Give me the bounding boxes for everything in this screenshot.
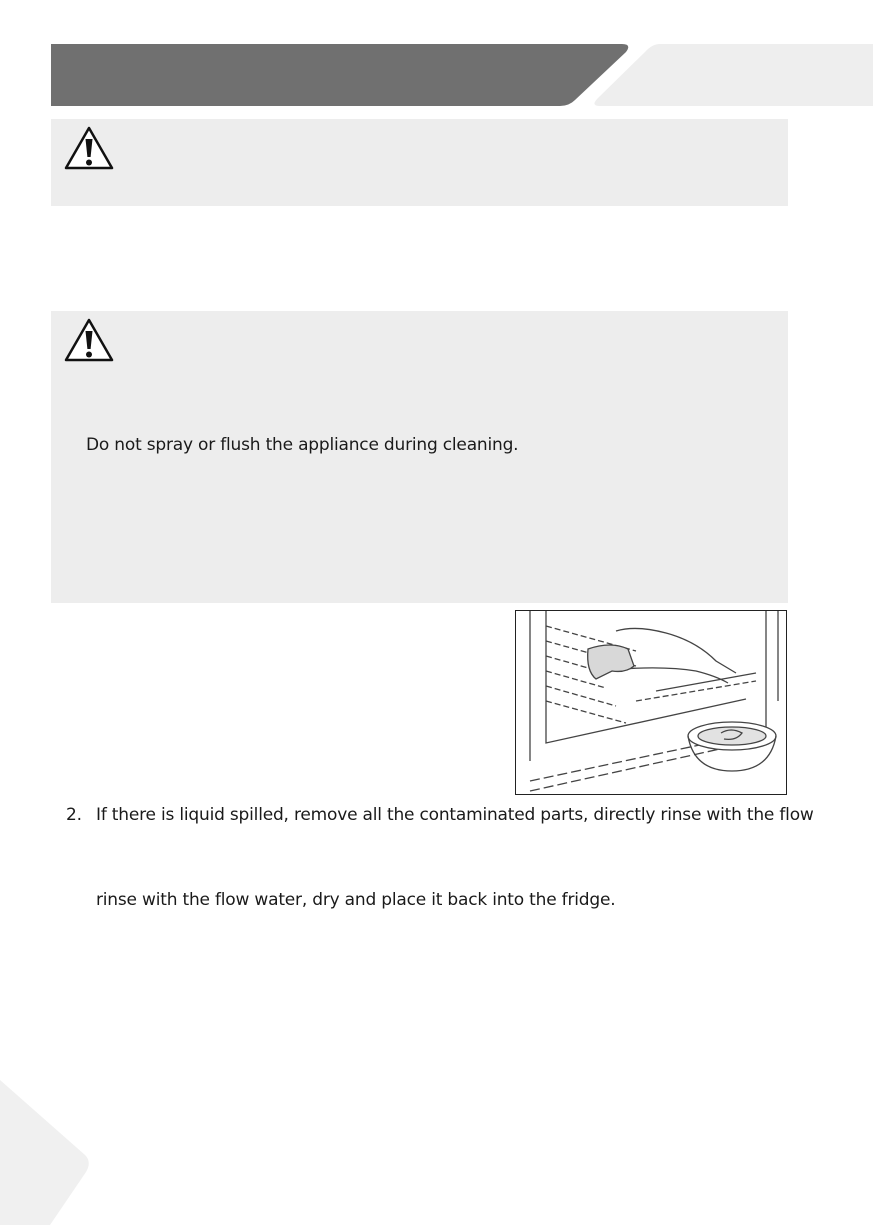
- warning-text: Do not spray or flush the appliance during cleaning.: [86, 435, 519, 455]
- step-text-line-1: If there is liquid spilled, remove all the contaminated parts, directly rinse with the flow: [96, 805, 814, 825]
- step-number: 2.: [66, 805, 82, 825]
- warning-box-2: [51, 311, 788, 603]
- cleaning-illustration-drawing: [516, 611, 787, 795]
- warning-box-1: [51, 119, 788, 206]
- warning-triangle-icon: [62, 316, 116, 364]
- page-corner-decoration: [0, 1080, 100, 1225]
- header-tab: [594, 44, 873, 106]
- step-text-line-2: rinse with the flow water, dry and place it back into the fridge.: [96, 890, 616, 910]
- header-bar: [0, 0, 873, 110]
- warning-triangle-icon: [62, 124, 116, 172]
- header-title-bar: [51, 44, 628, 106]
- cleaning-illustration: [515, 610, 787, 795]
